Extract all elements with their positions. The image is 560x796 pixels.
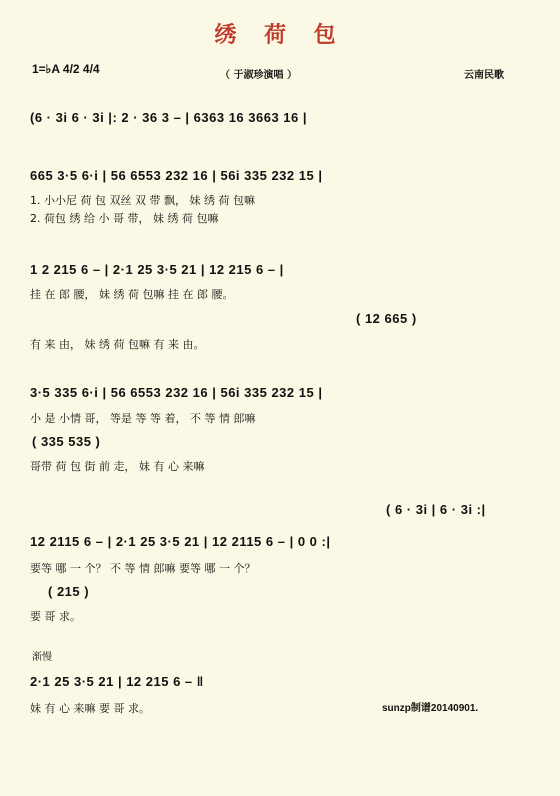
lyric-line: 1. 小小尼 荷 包 双丝 双 带 飘， 妹 绣 荷 包嘛 xyxy=(30,194,255,207)
notation-line: 2·1 25 3·5 21 | 12 215 6 – ‖ xyxy=(30,674,204,689)
singer-note: （ 于淑珍演唱 ） xyxy=(220,70,297,81)
lyric-line: 挂 在 郎 腰， 妹 绣 荷 包嘛 挂 在 郎 腰。 xyxy=(30,288,234,301)
notation-line: ( 335 535 ) xyxy=(32,434,101,449)
key-signature: 1=♭A 4/2 4/4 xyxy=(32,62,100,76)
notation-line: 665 3·5 6·i | 56 6553 232 16 | 56i 335 232 15 | xyxy=(30,168,323,183)
lyric-line: 有 来 由， 妹 绣 荷 包嘛 有 来 由。 xyxy=(30,338,205,351)
notation-line: (6 · 3i 6 · 3i |: 2 · 36 3 – | 6363 16 3663 16 | xyxy=(30,110,308,125)
lyric-line: 妹 有 心 来嘛 要 哥 求。 xyxy=(30,702,150,715)
lyric-line: 2. 荷包 绣 给 小 哥 带， 妹 绣 荷 包嘛 xyxy=(30,212,219,225)
notation-line: ( 6 · 3i | 6 · 3i :| xyxy=(386,502,486,517)
song-origin: 云南民歌 xyxy=(464,70,504,81)
notation-line: 1 2 215 6 – | 2·1 25 3·5 21 | 12 215 6 – | xyxy=(30,262,284,277)
lyric-line: 哥带 荷 包 街 前 走， 妹 有 心 来嘛 xyxy=(30,460,205,473)
song-title: 绣 荷 包 xyxy=(214,22,346,48)
notation-line: ( 12 665 ) xyxy=(356,311,417,326)
credit-text: sunzp制谱20140901. xyxy=(382,703,479,714)
lyric-line: 要 哥 求。 xyxy=(30,610,81,623)
notation-line: 3·5 335 6·i | 56 6553 232 16 | 56i 335 232 15 | xyxy=(30,385,323,400)
lyric-line: 小 是 小情 哥， 等是 等 等 着， 不 等 情 郎嘛 xyxy=(30,412,256,425)
lyric-line: 要等 哪 一 个？ 不 等 情 郎嘛 要等 哪 一 个？ xyxy=(30,562,256,575)
notation-line: 12 2115 6 – | 2·1 25 3·5 21 | 12 2115 6 – | 0 0 :| xyxy=(30,534,331,549)
notation-line: ( 215 ) xyxy=(48,584,90,599)
tempo-marking: 渐慢 xyxy=(32,652,52,663)
